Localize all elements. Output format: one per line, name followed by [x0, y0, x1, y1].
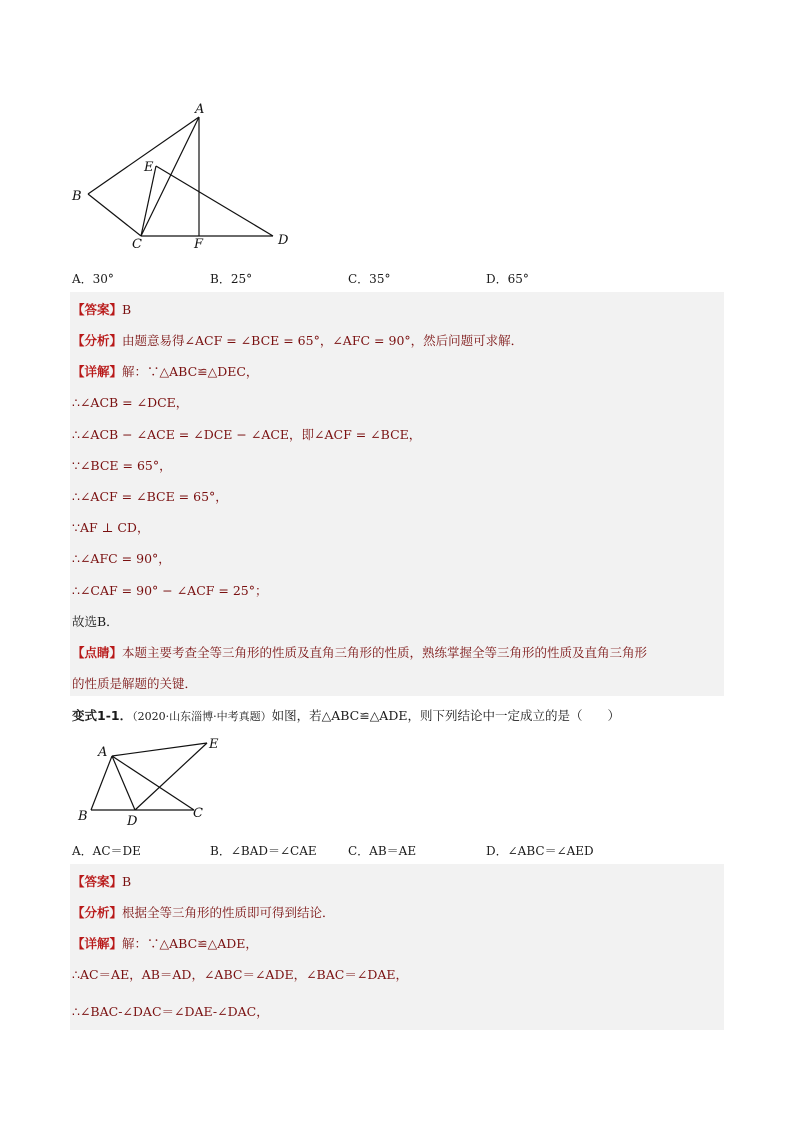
figure-1 — [66, 100, 296, 250]
option-c: C．AB＝AE — [348, 844, 417, 858]
solution-2-panel — [70, 864, 724, 1030]
analysis-tag: 【分析】 — [72, 333, 123, 348]
option-d: D．65° — [486, 272, 529, 286]
answer-tag: 【答案】 — [72, 302, 123, 317]
variant-head: 变式1-1． — [72, 708, 133, 723]
segment-AB — [91, 756, 112, 810]
analysis-line — [72, 331, 523, 349]
option-b: B．25° — [210, 272, 253, 286]
analysis-line — [72, 903, 335, 921]
segment-AE — [112, 743, 207, 756]
answer-value: B — [122, 302, 132, 317]
comment-text-1: 本题主要考查全等三角形的性质及直角三角形的性质，熟练掌握全等三角形的性质及直角三角形 — [122, 645, 648, 660]
option-c: C．35° — [348, 272, 391, 286]
step-2: ∴∠BAC-∠DAC＝∠DAE-∠DAC， — [72, 1004, 269, 1019]
comment-line-1 — [72, 643, 647, 661]
solution-1-panel — [70, 292, 724, 696]
detail-tag: 【详解】 — [72, 936, 123, 951]
label-C: C — [132, 237, 142, 250]
answer-tag: 【答案】 — [72, 874, 123, 889]
comment-tag: 【点睛】 — [72, 645, 123, 660]
label-C2: C — [193, 806, 203, 821]
label-B2: B — [78, 809, 88, 824]
step-7: ∴∠CAF = 90° − ∠ACF = 25°； — [72, 583, 268, 598]
segment-CE — [141, 166, 156, 236]
label-D2: D — [127, 814, 138, 829]
option-a: A．30° — [72, 272, 114, 286]
variant-stem: 如图，若△ABC≌△ADE，则下列结论中一定成立的是（ ） — [271, 708, 620, 723]
detail-tag: 【详解】 — [72, 364, 123, 379]
step-3: ∵∠BCE = 65°， — [72, 458, 172, 473]
label-A: A — [195, 102, 205, 117]
step-5: ∵AF ⊥ CD， — [72, 520, 150, 535]
segment-CA — [141, 117, 199, 236]
label-F: F — [194, 237, 204, 250]
segment-AC — [112, 756, 194, 810]
option-d: D．∠ABC＝∠AED — [486, 844, 594, 858]
option-a: A．AC＝DE — [72, 844, 141, 858]
label-E: E — [144, 160, 154, 175]
answer-line — [72, 872, 131, 890]
analysis-text: 由题意易得∠ACF = ∠BCE = 65°，∠AFC = 90°，然后问题可求解． — [122, 333, 524, 348]
variant-question — [72, 706, 620, 724]
answer-value: B — [122, 874, 132, 889]
step-4: ∴∠ACF = ∠BCE = 65°， — [72, 489, 228, 504]
option-b: B．∠BAD＝∠CAE — [210, 844, 317, 858]
analysis-text: 根据全等三角形的性质即可得到结论． — [122, 905, 335, 920]
step-6: ∴∠AFC = 90°， — [72, 551, 171, 566]
conclusion-line: 故选B． — [72, 614, 119, 629]
label-A2: A — [98, 745, 108, 760]
detail-first: 解：∵△ABC≌△DEC， — [122, 364, 259, 379]
label-E2: E — [209, 737, 219, 752]
detail-line — [72, 362, 258, 380]
step-1: ∴∠ACB = ∠DCE， — [72, 395, 189, 410]
segment-DE — [135, 743, 207, 810]
segment-BC — [88, 194, 141, 236]
figure-2 — [74, 732, 234, 832]
segment-ED — [156, 166, 273, 236]
comment-line-2: 的性质是解题的关键． — [72, 676, 198, 691]
step-2: ∴∠ACB − ∠ACE = ∠DCE − ∠ACE，即∠ACF = ∠BCE， — [72, 427, 422, 442]
step-1: ∴AC＝AE，AB＝AD，∠ABC＝∠ADE，∠BAC＝∠DAE， — [72, 967, 408, 982]
detail-line — [72, 934, 258, 952]
answer-line — [72, 300, 131, 318]
label-B: B — [72, 189, 82, 204]
detail-first: 解：∵△ABC≌△ADE， — [122, 936, 258, 951]
analysis-tag: 【分析】 — [72, 905, 123, 920]
label-D: D — [278, 233, 289, 248]
variant-source: （2020·山东淄博·中考真题） — [132, 710, 272, 723]
